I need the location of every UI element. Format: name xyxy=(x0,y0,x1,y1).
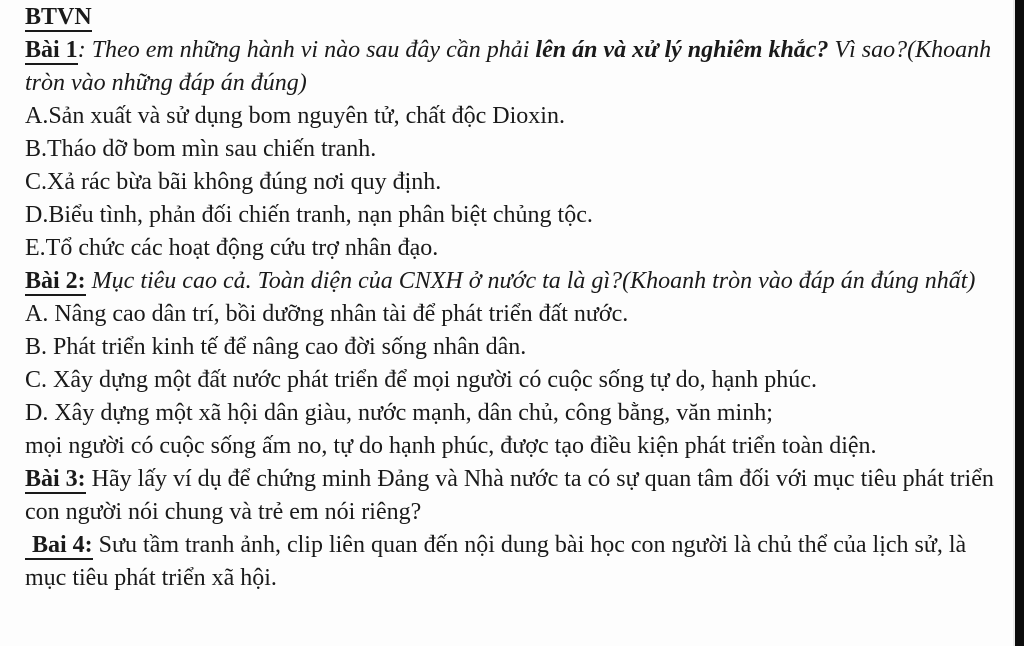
exercise-1-option-c: C.Xả rác bừa bãi không đúng nơi quy định. xyxy=(25,169,442,195)
exercise-2-option-b: B. Phát triển kinh tế để nâng cao đời sống nhân dân. xyxy=(25,334,527,360)
exercise-2-option-c: C. Xây dựng một đất nước phát triển để mọi người có cuộc sống tự do, hạnh phúc. xyxy=(25,367,817,393)
exercise-4-question: Sưu tầm tranh ảnh, clip liên quan đến nội dung bài học con người là chủ thể của lịch sử, là mục tiêu phát triển xã hội. xyxy=(25,532,967,591)
exercise-4-label: Bai 4: xyxy=(25,532,93,560)
exercise-1-question-bold: lên án và xử lý nghiêm khắc? xyxy=(535,37,829,63)
exercise-1-option-d: D.Biểu tình, phản đối chiến tranh, nạn phân biệt chủng tộc. xyxy=(25,202,593,228)
exercise-1-colon: : xyxy=(77,37,86,63)
exercise-3-paragraph xyxy=(25,463,1008,529)
exercise-1-option-e: E.Tổ chức các hoạt động cứu trợ nhân đạo. xyxy=(25,235,439,261)
exercise-1-label: Bài 1 xyxy=(25,37,78,63)
exercise-1-heading xyxy=(25,34,1008,100)
doc-title-line xyxy=(25,1,1008,34)
exercise-3-label: Bài 3: xyxy=(25,466,86,492)
exercise-1-question-paren: Khoanh tròn vào những đáp án đúng) xyxy=(25,37,992,96)
exercise-2-heading xyxy=(25,265,1008,298)
exercise-1-question-tail: Vì sao?( xyxy=(834,37,916,63)
exercise-3-question: Hãy lấy ví dụ để chứng minh Đảng và Nhà nước ta có sự quan tâm đối với mục tiêu phát triển con người nói chung và trẻ em nói riêng? xyxy=(25,466,994,525)
exercise-2-option-d: D. Xây dựng một xã hội dân giàu, nước mạnh, dân chủ, công bằng, văn minh; xyxy=(25,400,773,426)
exercise-1-option-a: A.Sản xuất và sử dụng bom nguyên tử, chất độc Dioxin. xyxy=(25,103,565,129)
photo-right-edge-bar xyxy=(1013,0,1024,646)
exercise-2-label: Bài 2: xyxy=(25,268,86,294)
exercise-1-question-pre: Theo em những hành vi nào sau đây cần phải xyxy=(91,37,530,63)
document-content xyxy=(25,1,1008,595)
doc-title: BTVN xyxy=(25,4,92,30)
exercise-1-option-b: B.Tháo dỡ bom mìn sau chiến tranh. xyxy=(25,136,377,162)
exercise-2-option-d-continuation: mọi người có cuộc sống ấm no, tự do hạnh phúc, được tạo điều kiện phát triển toàn diện. xyxy=(25,433,877,459)
exercise-4-paragraph xyxy=(25,529,1008,595)
exercise-2-question: Mục tiêu cao cả. Toàn diện của CNXH ở nước ta là gì?(Khoanh tròn vào đáp án đúng nhất) xyxy=(91,268,976,294)
exercise-2-option-a: A. Nâng cao dân trí, bồi dưỡng nhân tài để phát triển đất nước. xyxy=(25,301,629,327)
